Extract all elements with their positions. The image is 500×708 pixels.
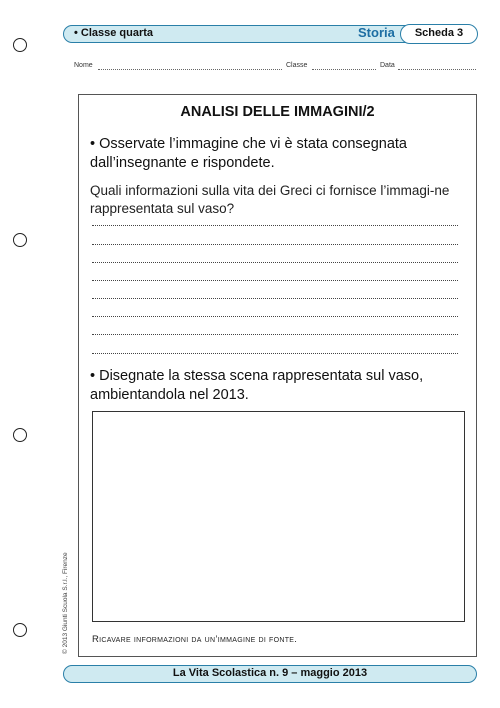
grade-label: • Classe quarta <box>74 27 154 39</box>
answer-line[interactable] <box>92 225 458 226</box>
question-1-instruction: • Osservate l’immagine che vi è stata consegnata dall’insegnante e rispondete. <box>90 136 407 171</box>
binder-hole-middle-upper <box>13 233 27 247</box>
question-2-instruction: • Disegnate la stessa scena rappresentata sul vaso, ambientandola nel 2013. <box>90 368 424 403</box>
sheet-number-tab: Scheda 3 <box>400 24 478 44</box>
answer-line[interactable] <box>92 334 458 335</box>
question-1-text: Quali informazioni sulla vita dei Greci ci fornisce l’immagi-ne rappresentata sul vaso? <box>90 183 450 216</box>
date-field-label: Data <box>380 62 395 69</box>
class-field-label: Classe <box>286 62 308 69</box>
binder-hole-top <box>13 38 27 52</box>
learning-objective: Ricavare informazioni da un’immagine di fonte. <box>92 634 298 645</box>
name-field-line[interactable] <box>98 69 282 70</box>
class-field-line[interactable] <box>312 69 376 70</box>
answer-line[interactable] <box>92 280 458 281</box>
drawing-area[interactable] <box>92 411 465 622</box>
header-bar <box>63 25 477 43</box>
binder-hole-middle-lower <box>13 428 27 442</box>
footer-publication: La Vita Scolastica n. 9 – maggio 2013 <box>172 667 368 679</box>
answer-line[interactable] <box>92 244 458 245</box>
student-info-fields <box>74 62 480 74</box>
name-field-label: Nome <box>74 62 93 69</box>
footer-bar <box>63 665 477 683</box>
date-field-line[interactable] <box>398 69 476 70</box>
answer-line[interactable] <box>92 316 458 317</box>
worksheet-title: ANALISI DELLE IMMAGINI/2 <box>180 104 375 120</box>
copyright-note: © 2013 Giunti Scuola S.r.l., Firenze <box>62 552 69 654</box>
binder-hole-bottom <box>13 623 27 637</box>
answer-line[interactable] <box>92 298 458 299</box>
worksheet-card <box>78 94 477 657</box>
answer-line[interactable] <box>92 262 458 263</box>
answer-line[interactable] <box>92 353 458 354</box>
subject-label: Storia <box>358 25 395 40</box>
